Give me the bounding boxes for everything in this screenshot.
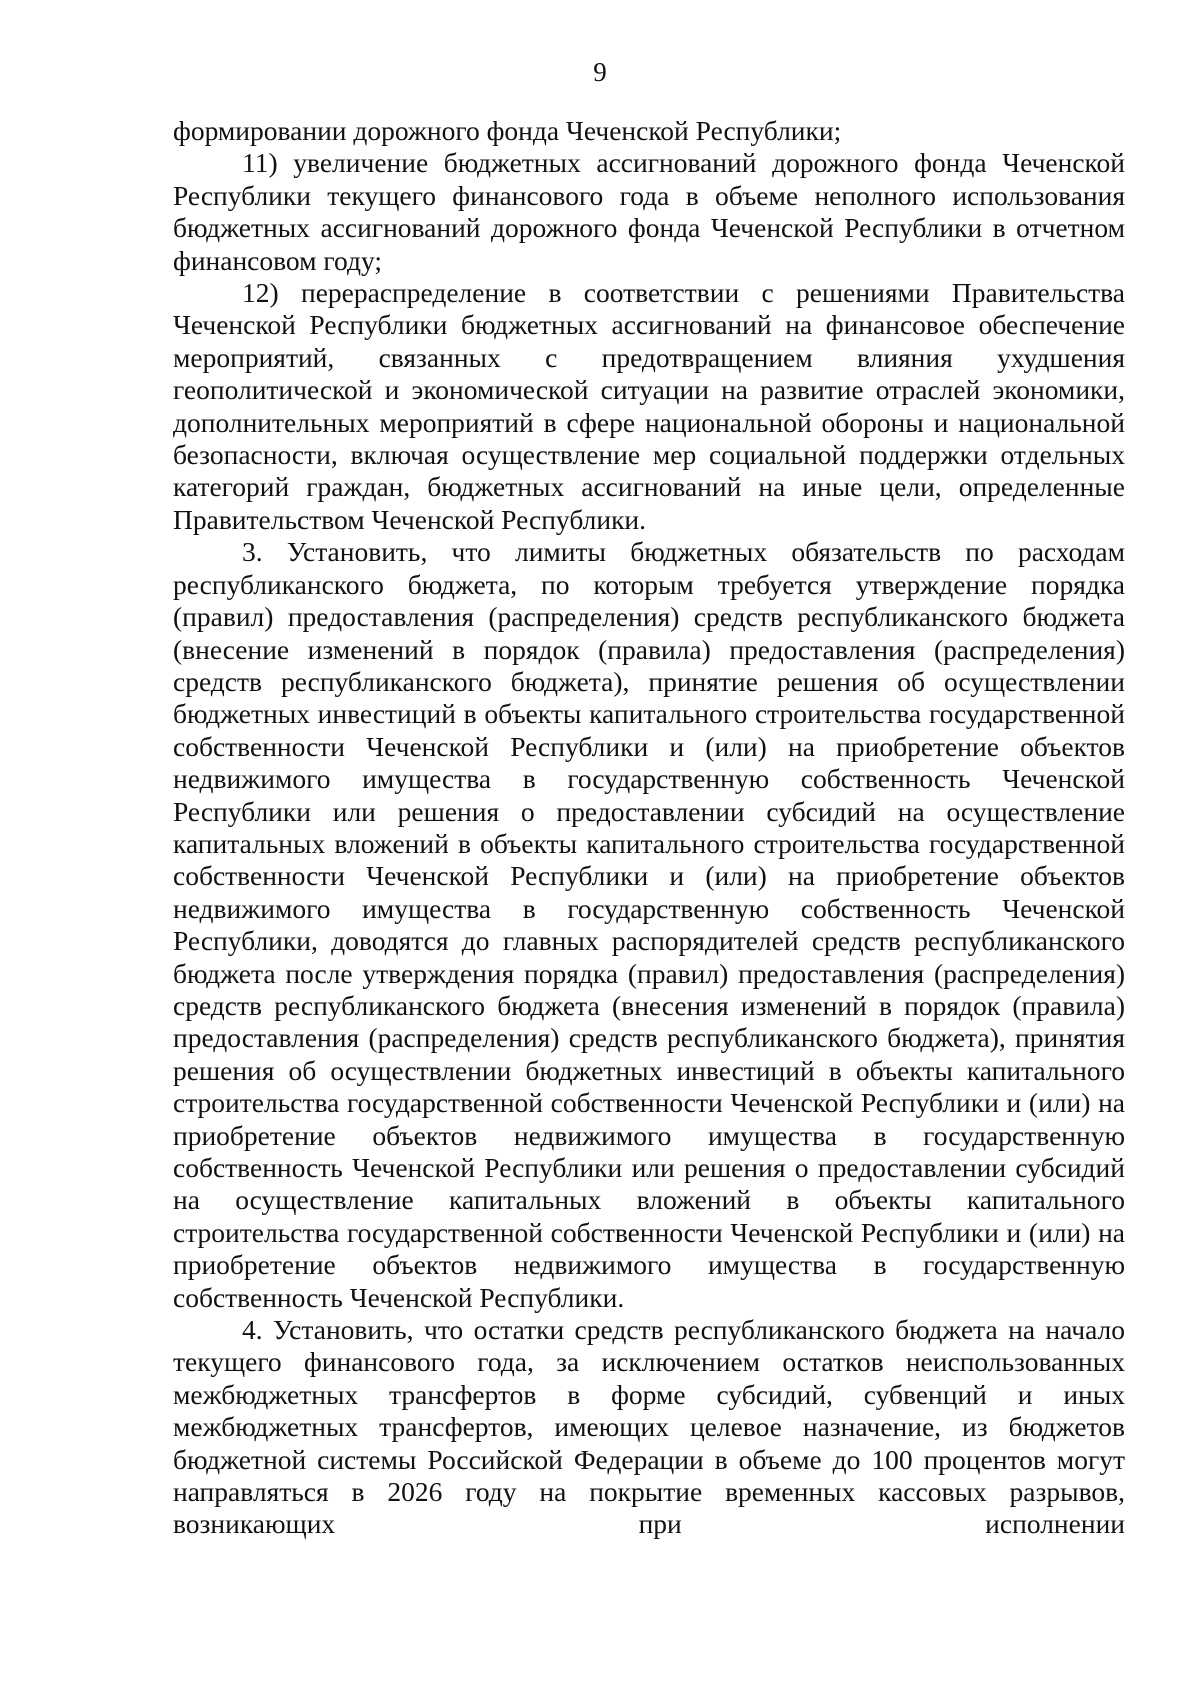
paragraph-clause-4: 4. Установить, что остатки средств республиканского бюджета на начало текущего финансового года, за исключением остатков неиспользованных межбюджетных трансфертов в форме субсидий, субвенций и иных межбюджетных трансфертов, имеющих целевое назначение, из бюджетов бюджетной системы Российской Федерации в объеме до 100 процентов могут направляться в 2026 году на покрытие временных кассовых разрывов, возникающих при исполнении	[173, 1314, 1125, 1540]
document-body	[173, 115, 1125, 1541]
paragraph-clause-3: 3. Установить, что лимиты бюджетных обязательств по расходам республиканского бюджета, по которым требуется утверждение порядка (правил) предоставления (распределения) средств республиканского бюджета (внесение изменений в порядок (правила) предоставления (распределения) средств республиканского бюджета), принятие решения об осуществлении бюджетных инвестиций в объекты капитального строительства государственной собственности Чеченской Республики и (или) на приобретение объектов недвижимого имущества в государственную собственность Чеченской Республики или решения о предоставлении субсидий на осуществление капитальных вложений в объекты капитального строительства государственной собственности Чеченской Республики и (или) на приобретение объектов недвижимого имущества в государственную собственность Чеченской Республики, доводятся до главных распорядителей средств республиканского бюджета после утверждения порядка (правил) предоставления (распределения) средств республиканского бюджета (внесения изменений в порядок (правила) предоставления (распределения) средств республиканского бюджета), принятия решения об осуществлении бюджетных инвестиций в объекты капитального строительства государственной собственности Чеченской Республики и (или) на приобретение объектов недвижимого имущества в государственную собственность Чеченской Республики или решения о предоставлении субсидий на осуществление капитальных вложений в объекты капитального строительства государственной собственности Чеченской Республики и (или) на приобретение объектов недвижимого имущества в государственную собственность Чеченской Республики.	[173, 536, 1125, 1313]
paragraph-item-12: 12) перераспределение в соответствии с решениями Правительства Чеченской Республики бюджетных ассигнований на финансовое обеспечение мероприятий, связанных с предотвращением влияния ухудшения геополитической и экономической ситуации на развитие отраслей экономики, дополнительных мероприятий в сфере национальной обороны и национальной безопасности, включая осуществление мер социальной поддержки отдельных категорий граждан, бюджетных ассигнований на иные цели, определенные Правительством Чеченской Республики.	[173, 277, 1125, 535]
paragraph-continuation: формировании дорожного фонда Чеченской Республики;	[173, 115, 842, 146]
page-number: 9	[593, 57, 607, 87]
paragraph-item-11: 11) увеличение бюджетных ассигнований дорожного фонда Чеченской Республики текущего финансового года в объеме неполного использования бюджетных ассигнований дорожного фонда Чеченской Республики в отчетном финансовом году;	[173, 147, 1125, 276]
